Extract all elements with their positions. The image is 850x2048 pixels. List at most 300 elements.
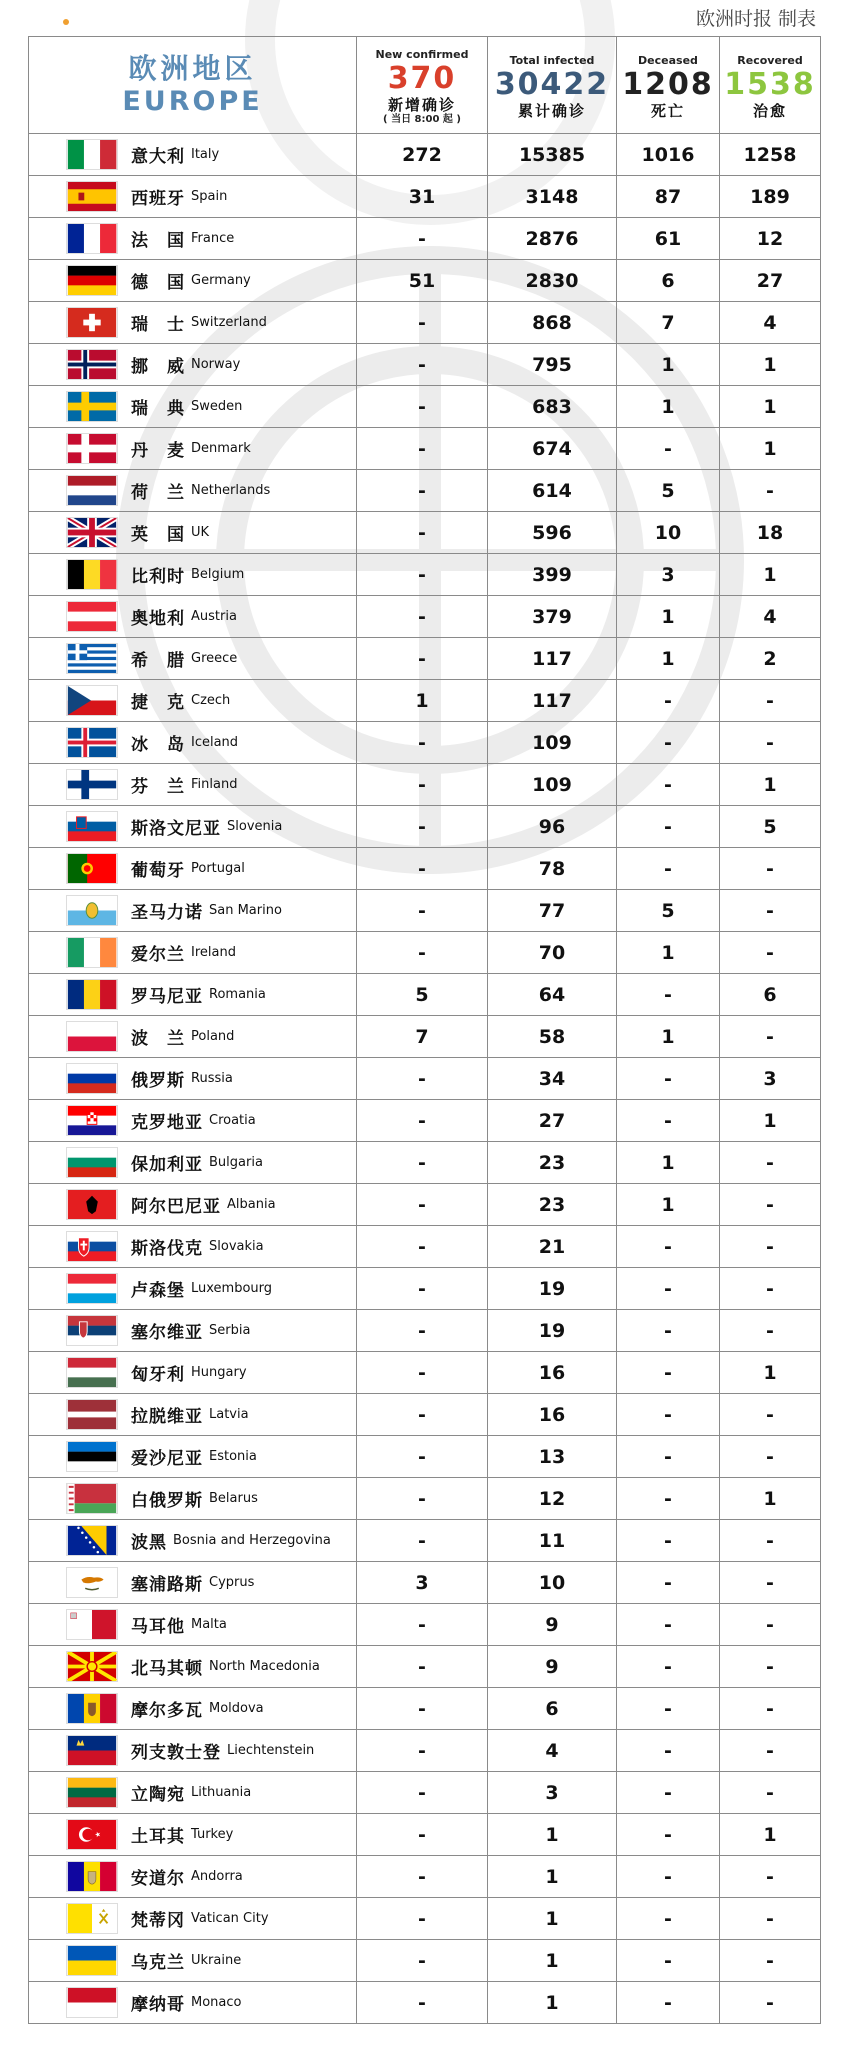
deceased-cell: -: [617, 1982, 720, 2024]
table-row: [29, 344, 821, 386]
total-infected-cell: 379: [488, 596, 617, 638]
total-infected-cell: 27: [488, 1100, 617, 1142]
deceased-label-en: Deceased: [638, 54, 698, 67]
recovered-cell: -: [720, 1772, 821, 1814]
country-cell: [29, 932, 357, 974]
country-name-zh: 瑞 士: [131, 315, 185, 335]
recovered-cell: -: [720, 1520, 821, 1562]
country-name-en: Bulgaria: [209, 1155, 263, 1170]
deceased-total: 1208: [622, 67, 714, 102]
deceased-cell: -: [617, 680, 720, 722]
country-cell: [29, 512, 357, 554]
country-name-en: Austria: [191, 609, 237, 624]
country-name-zh: 塞浦路斯: [131, 1575, 203, 1595]
table-row: [29, 428, 821, 470]
country-cell: [29, 596, 357, 638]
deceased-cell: -: [617, 974, 720, 1016]
flag-andorra-icon: [67, 1862, 117, 1891]
recovered-header: [720, 37, 821, 134]
new-confirmed-cell: 272: [357, 134, 488, 176]
table-row: [29, 218, 821, 260]
new-confirmed-cell: -: [357, 1772, 488, 1814]
table-row: [29, 1982, 821, 2024]
flag-france-icon: [67, 224, 117, 253]
new-confirmed-cell: -: [357, 1604, 488, 1646]
total-infected-cell: 13: [488, 1436, 617, 1478]
flag-romania-icon: [67, 980, 117, 1009]
new-confirmed-label-en: New confirmed: [375, 48, 469, 61]
total-infected-cell: 10: [488, 1562, 617, 1604]
deceased-cell: -: [617, 1268, 720, 1310]
deceased-cell: -: [617, 1814, 720, 1856]
table-row: [29, 1058, 821, 1100]
country-name-zh: 芬 兰: [131, 777, 185, 797]
recovered-cell: -: [720, 1646, 821, 1688]
country-name-zh: 土耳其: [131, 1827, 185, 1847]
new-confirmed-cell: -: [357, 1310, 488, 1352]
recovered-label-zh: 治愈: [752, 102, 787, 120]
country-name-en: Estonia: [209, 1449, 257, 1464]
flag-ireland-icon: [67, 938, 117, 967]
total-infected-cell: 795: [488, 344, 617, 386]
new-confirmed-cell: -: [357, 1352, 488, 1394]
country-cell: [29, 1310, 357, 1352]
country-name-zh: 摩纳哥: [131, 1995, 185, 2015]
country-name-en: Monaco: [191, 1995, 242, 2010]
country-cell: [29, 1184, 357, 1226]
table-row: [29, 1100, 821, 1142]
orange-dot: [63, 19, 69, 25]
table-row: [29, 1562, 821, 1604]
country-cell: [29, 386, 357, 428]
recovered-cell: -: [720, 1730, 821, 1772]
new-confirmed-cell: -: [357, 1100, 488, 1142]
flag-italy-icon: [67, 140, 117, 169]
total-infected-cell: 64: [488, 974, 617, 1016]
deceased-cell: -: [617, 1310, 720, 1352]
new-confirmed-cell: -: [357, 512, 488, 554]
recovered-cell: -: [720, 1016, 821, 1058]
new-confirmed-note: ( 当日 8:00 起 ): [383, 114, 461, 125]
new-confirmed-cell: -: [357, 764, 488, 806]
country-name-en: Slovakia: [209, 1239, 264, 1254]
recovered-cell: 1: [720, 764, 821, 806]
flag-vatican-icon: [67, 1904, 117, 1933]
recovered-cell: -: [720, 1898, 821, 1940]
recovered-cell: -: [720, 1394, 821, 1436]
country-name-zh: 阿尔巴尼亚: [131, 1197, 221, 1217]
total-infected-cell: 19: [488, 1310, 617, 1352]
country-name-en: Greece: [191, 651, 238, 666]
recovered-cell: 1: [720, 1478, 821, 1520]
country-name-zh: 波黑: [131, 1533, 167, 1553]
flag-moldova-icon: [67, 1694, 117, 1723]
country-cell: [29, 1268, 357, 1310]
table-row: [29, 512, 821, 554]
country-name-zh: 冰 岛: [131, 735, 185, 755]
country-cell: [29, 302, 357, 344]
country-cell: [29, 806, 357, 848]
country-name-en: Italy: [191, 147, 220, 162]
deceased-cell: -: [617, 1646, 720, 1688]
flag-finland-icon: [67, 770, 117, 799]
country-cell: [29, 428, 357, 470]
country-name-en: Hungary: [191, 1365, 247, 1380]
flag-greece-icon: [67, 644, 117, 673]
country-cell: [29, 470, 357, 512]
recovered-cell: -: [720, 932, 821, 974]
total-infected-cell: 6: [488, 1688, 617, 1730]
flag-latvia-icon: [67, 1400, 117, 1429]
country-cell: [29, 1352, 357, 1394]
total-infected-header: [488, 37, 617, 134]
flag-albania-icon: [67, 1190, 117, 1219]
recovered-cell: 2: [720, 638, 821, 680]
country-cell: [29, 1226, 357, 1268]
country-name-en: Germany: [191, 273, 251, 288]
country-name-en: Serbia: [209, 1323, 251, 1338]
deceased-cell: -: [617, 1394, 720, 1436]
total-infected-total: 30422: [494, 67, 610, 102]
country-name-en: UK: [191, 525, 210, 540]
deceased-cell: -: [617, 764, 720, 806]
total-infected-cell: 78: [488, 848, 617, 890]
table-row: [29, 1436, 821, 1478]
total-infected-cell: 11: [488, 1520, 617, 1562]
flag-estonia-icon: [67, 1442, 117, 1471]
total-infected-cell: 9: [488, 1604, 617, 1646]
table-row: [29, 722, 821, 764]
table-row: [29, 1226, 821, 1268]
recovered-cell: -: [720, 1688, 821, 1730]
country-name-zh: 乌克兰: [131, 1953, 185, 1973]
total-infected-cell: 77: [488, 890, 617, 932]
country-cell: [29, 1436, 357, 1478]
recovered-total: 1538: [724, 67, 816, 102]
recovered-cell: -: [720, 1142, 821, 1184]
country-name-zh: 波 兰: [131, 1029, 185, 1049]
country-name-en: Poland: [191, 1029, 235, 1044]
recovered-cell: 18: [720, 512, 821, 554]
total-infected-cell: 2876: [488, 218, 617, 260]
deceased-cell: 6: [617, 260, 720, 302]
table-row: [29, 806, 821, 848]
table-row: [29, 1352, 821, 1394]
deceased-cell: -: [617, 848, 720, 890]
country-cell: [29, 1814, 357, 1856]
flag-austria-icon: [67, 602, 117, 631]
region-header: [29, 37, 357, 134]
recovered-cell: -: [720, 1940, 821, 1982]
country-cell: [29, 176, 357, 218]
new-confirmed-cell: -: [357, 1688, 488, 1730]
country-name-zh: 匈牙利: [131, 1365, 185, 1385]
country-name-en: Netherlands: [191, 483, 271, 498]
country-name-en: Spain: [191, 189, 228, 204]
credit-line: 欧洲时报 制表: [695, 8, 816, 30]
country-cell: [29, 1562, 357, 1604]
deceased-cell: 1016: [617, 134, 720, 176]
new-confirmed-cell: -: [357, 1226, 488, 1268]
country-name-en: France: [191, 231, 235, 246]
deceased-cell: -: [617, 1436, 720, 1478]
europe-cases-table: [28, 36, 821, 2024]
total-infected-cell: 19: [488, 1268, 617, 1310]
recovered-cell: 1: [720, 554, 821, 596]
total-infected-cell: 12: [488, 1478, 617, 1520]
country-name-zh: 斯洛伐克: [131, 1239, 203, 1259]
country-name-en: Iceland: [191, 735, 239, 750]
deceased-label-zh: 死亡: [650, 102, 685, 120]
new-confirmed-cell: 3: [357, 1562, 488, 1604]
total-infected-label-en: Total infected: [509, 54, 595, 67]
new-confirmed-cell: -: [357, 1436, 488, 1478]
country-name-en: Czech: [191, 693, 231, 708]
table-row: [29, 470, 821, 512]
table-row: [29, 638, 821, 680]
deceased-cell: 1: [617, 932, 720, 974]
flag-netherlands-icon: [67, 476, 117, 505]
country-name-en: Lithuania: [191, 1785, 252, 1800]
deceased-cell: -: [617, 1352, 720, 1394]
flag-slovenia-icon: [67, 812, 117, 841]
total-infected-cell: 3: [488, 1772, 617, 1814]
table-row: [29, 1940, 821, 1982]
country-name-en: Moldova: [209, 1701, 264, 1716]
country-name-en: Bosnia and Herzegovina: [173, 1533, 331, 1548]
recovered-cell: -: [720, 1184, 821, 1226]
flag-switzerland-icon: [67, 308, 117, 337]
country-name-zh: 比利时: [131, 567, 185, 587]
recovered-cell: -: [720, 1982, 821, 2024]
new-confirmed-cell: -: [357, 428, 488, 470]
flag-portugal-icon: [67, 854, 117, 883]
country-cell: [29, 1940, 357, 1982]
recovered-cell: -: [720, 1856, 821, 1898]
total-infected-cell: 2830: [488, 260, 617, 302]
total-infected-cell: 1: [488, 1982, 617, 2024]
new-confirmed-cell: -: [357, 218, 488, 260]
table-row: [29, 554, 821, 596]
region-title-zh: 欧洲地区: [128, 52, 257, 85]
deceased-cell: -: [617, 428, 720, 470]
table-row: [29, 1772, 821, 1814]
new-confirmed-cell: -: [357, 890, 488, 932]
total-infected-cell: 70: [488, 932, 617, 974]
deceased-cell: -: [617, 1562, 720, 1604]
deceased-cell: -: [617, 1058, 720, 1100]
total-infected-cell: 23: [488, 1184, 617, 1226]
country-name-en: Romania: [209, 987, 266, 1002]
country-name-en: Andorra: [191, 1869, 243, 1884]
new-confirmed-cell: -: [357, 1520, 488, 1562]
table-row: [29, 1520, 821, 1562]
table-row: [29, 1016, 821, 1058]
total-infected-cell: 399: [488, 554, 617, 596]
total-infected-cell: 117: [488, 638, 617, 680]
deceased-cell: 1: [617, 1016, 720, 1058]
table-row: [29, 890, 821, 932]
deceased-cell: -: [617, 1940, 720, 1982]
total-infected-cell: 15385: [488, 134, 617, 176]
deceased-cell: -: [617, 1226, 720, 1268]
flag-iceland-icon: [67, 728, 117, 757]
country-name-en: Slovenia: [227, 819, 283, 834]
deceased-cell: -: [617, 1898, 720, 1940]
country-cell: [29, 1646, 357, 1688]
total-infected-cell: 1: [488, 1814, 617, 1856]
deceased-cell: -: [617, 1100, 720, 1142]
recovered-label-en: Recovered: [737, 54, 803, 67]
flag-lithuania-icon: [67, 1778, 117, 1807]
flag-sweden-icon: [67, 392, 117, 421]
table-row: [29, 134, 821, 176]
country-name-zh: 列支敦士登: [131, 1743, 221, 1763]
table-row: [29, 260, 821, 302]
new-confirmed-cell: 1: [357, 680, 488, 722]
country-name-zh: 法 国: [131, 231, 185, 251]
country-name-zh: 拉脱维亚: [131, 1407, 203, 1427]
country-cell: [29, 1394, 357, 1436]
flag-croatia-icon: [67, 1106, 117, 1135]
new-confirmed-cell: -: [357, 554, 488, 596]
deceased-cell: -: [617, 1730, 720, 1772]
country-name-zh: 丹 麦: [131, 441, 185, 461]
country-name-en: Denmark: [191, 441, 251, 456]
country-cell: [29, 638, 357, 680]
country-name-en: Sweden: [191, 399, 243, 414]
recovered-cell: 1: [720, 1352, 821, 1394]
recovered-cell: -: [720, 680, 821, 722]
new-confirmed-cell: -: [357, 1058, 488, 1100]
recovered-cell: -: [720, 1310, 821, 1352]
country-name-zh: 北马其顿: [131, 1659, 203, 1679]
country-name-zh: 爱沙尼亚: [131, 1449, 203, 1469]
new-confirmed-cell: -: [357, 1142, 488, 1184]
total-infected-cell: 1: [488, 1856, 617, 1898]
new-confirmed-cell: -: [357, 596, 488, 638]
table-row: [29, 176, 821, 218]
country-name-en: Russia: [191, 1071, 233, 1086]
country-cell: [29, 974, 357, 1016]
country-cell: [29, 1520, 357, 1562]
country-name-en: Latvia: [209, 1407, 249, 1422]
country-name-en: Portugal: [191, 861, 245, 876]
country-cell: [29, 1016, 357, 1058]
country-name-en: San Marino: [209, 903, 282, 918]
total-infected-cell: 34: [488, 1058, 617, 1100]
flag-spain-icon: [67, 182, 117, 211]
recovered-cell: 1258: [720, 134, 821, 176]
country-name-zh: 西班牙: [131, 189, 185, 209]
table-row: [29, 974, 821, 1016]
country-cell: [29, 1142, 357, 1184]
country-name-zh: 卢森堡: [131, 1281, 185, 1301]
country-name-zh: 瑞 典: [131, 399, 185, 419]
flag-hungary-icon: [67, 1358, 117, 1387]
flag-malta-icon: [67, 1610, 117, 1639]
new-confirmed-header: [357, 37, 488, 134]
country-name-en: Ireland: [191, 945, 236, 960]
total-infected-cell: 614: [488, 470, 617, 512]
recovered-cell: 1: [720, 1100, 821, 1142]
country-name-zh: 摩尔多瓦: [131, 1701, 203, 1721]
table-row: [29, 302, 821, 344]
table-row: [29, 386, 821, 428]
table-row: [29, 1646, 821, 1688]
new-confirmed-cell: -: [357, 1814, 488, 1856]
flag-germany-icon: [67, 266, 117, 295]
table-row: [29, 1856, 821, 1898]
region-title-en: EUROPE: [122, 86, 263, 117]
flag-ukraine-icon: [67, 1946, 117, 1975]
deceased-cell: 61: [617, 218, 720, 260]
flag-denmark-icon: [67, 434, 117, 463]
recovered-cell: 189: [720, 176, 821, 218]
country-name-zh: 白俄罗斯: [131, 1491, 203, 1511]
new-confirmed-cell: -: [357, 1856, 488, 1898]
recovered-cell: -: [720, 1436, 821, 1478]
new-confirmed-cell: -: [357, 1730, 488, 1772]
deceased-cell: 10: [617, 512, 720, 554]
total-infected-cell: 4: [488, 1730, 617, 1772]
table-row: [29, 1142, 821, 1184]
table-row: [29, 680, 821, 722]
table-row: [29, 1604, 821, 1646]
country-name-en: Belgium: [191, 567, 245, 582]
country-cell: [29, 1772, 357, 1814]
new-confirmed-cell: -: [357, 722, 488, 764]
flag-czech-icon: [67, 686, 117, 715]
deceased-cell: 1: [617, 638, 720, 680]
country-name-zh: 斯洛文尼亚: [131, 819, 221, 839]
new-confirmed-cell: -: [357, 1184, 488, 1226]
country-cell: [29, 1604, 357, 1646]
table-row: [29, 1814, 821, 1856]
deceased-cell: 5: [617, 470, 720, 512]
country-cell: [29, 764, 357, 806]
country-name-zh: 葡萄牙: [131, 861, 185, 881]
deceased-cell: 1: [617, 596, 720, 638]
total-infected-label-zh: 累计确诊: [517, 102, 586, 120]
flag-russia-icon: [67, 1064, 117, 1093]
recovered-cell: 4: [720, 596, 821, 638]
flag-bosnia-icon: [67, 1526, 117, 1555]
table-row: [29, 764, 821, 806]
flag-belgium-icon: [67, 560, 117, 589]
deceased-header: [617, 37, 720, 134]
new-confirmed-cell: -: [357, 302, 488, 344]
country-name-en: Turkey: [191, 1827, 234, 1842]
total-infected-cell: 3148: [488, 176, 617, 218]
country-name-zh: 梵蒂冈: [131, 1911, 185, 1931]
country-name-zh: 德 国: [131, 273, 185, 293]
table-row: [29, 1730, 821, 1772]
flag-macedonia-icon: [67, 1652, 117, 1681]
country-cell: [29, 848, 357, 890]
country-name-zh: 立陶宛: [131, 1785, 185, 1805]
country-cell: [29, 554, 357, 596]
recovered-cell: -: [720, 722, 821, 764]
table-row: [29, 848, 821, 890]
country-name-zh: 捷 克: [131, 693, 185, 713]
recovered-cell: 6: [720, 974, 821, 1016]
total-infected-cell: 868: [488, 302, 617, 344]
country-name-zh: 克罗地亚: [131, 1113, 203, 1133]
recovered-cell: -: [720, 1226, 821, 1268]
total-infected-cell: 58: [488, 1016, 617, 1058]
total-infected-cell: 9: [488, 1646, 617, 1688]
